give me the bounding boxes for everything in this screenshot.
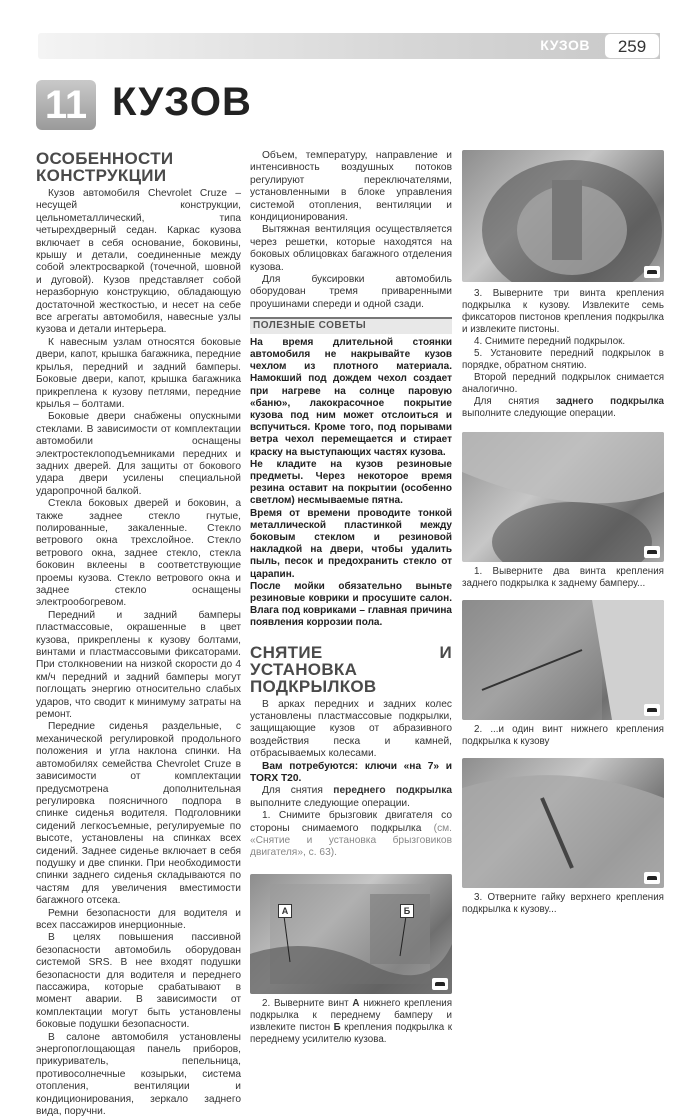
car-icon [644,704,660,716]
chapter-title: КУЗОВ [112,80,252,124]
paragraph: Кузов автомобиля Chevrolet Cruze – несущей конструкции, цельнометаллический, типа четырехдверный седан. Каркас кузова включает в себя основание, боковины, крышу и детали, соединенные между собой электросваркой (точечной, шовной и дуговой). Кузов представляет собой неразборную конструкцию, обладающую достаточной жесткостью, и несет на себе все агрегаты автомобиля, навесные узлы кузова и детали интерьера. [36,188,241,336]
photo-rear-liner-1 [462,432,664,562]
section-name: КУЗОВ [540,37,590,53]
tools-required: Вам потребуются: ключи «на 7» и TORX T20. [250,760,452,784]
tip: Не кладите на кузов резиновые предметы. Через некоторое время резина оставит на покрытии (особенно светлом) несмываемые пятна. [250,458,452,507]
paragraph: К навесным узлам относятся боковые двери, капот, крышка багажника, передние крылья, передний и задний бамперы. Боковые двери, капот, крышка багажника прикреплена к кузову петлями, передние крылья – болтами. [36,336,241,410]
column-3 [462,150,664,916]
tip: После мойки обязательно выньте резиновые коврики и просушите салон. Влага под ковриками – главная причина появления коррозии пола. [250,580,452,629]
car-icon [644,872,660,884]
caption-rear-1: 1. Выверните два винта крепления заднего подкрылка к заднему бамперу... [462,566,664,589]
paragraph: Передний и задний бамперы пластмассовые, окрашенные в цвет кузова, прикреплены к кузову болтами, винтами и пластмассовыми фиксаторами. При столкновении на низкой скорости до 4 км/ч передний и задний бамперы могут поглощать энергию относительно слабых ударов, что сводит к минимуму затраты на ремонт. [36,609,241,721]
paragraph: Для снятия переднего подкрылка выполните следующие операции. [250,785,452,809]
caption-2: 2. Выверните винт А нижнего крепления подкрылка к переднему бамперу и извлеките пистон Б крепления подкрылка к переднему усилителю кузова. [250,997,453,1045]
paragraph: Для буксировки автомобиль оборудован тремя приваренными проушинами спереди и одной сзади. [250,274,452,310]
photo-rear-liner-3 [462,758,664,888]
tip: На время длительной стоянки автомобиля не накрывайте кузов чехлом из плотного материала. Намокший под дождем чехол создает при нагреве на солнце паровую «баню», лакокрасочное покрытие кузова под ним может отслоиться и вспучиться. Кроме того, под порывами ветра чехол перемещается и стирает краску на выступающих частях кузова. [250,336,452,458]
caption-rear-2: 2. ...и один винт нижнего крепления подкрылка к кузову [462,724,664,747]
chapter-number: 11 [36,80,96,130]
car-icon [432,978,448,990]
paragraph: В целях повышения пассивной безопасности автомобиль оборудован системой SRS. В нее входят подушки безопасности для водителя и переднего пассажира, которые срабатывают в момент аварии. В зависимости от комплектации могут быть установлены боковые подушки безопасности. [36,932,241,1031]
paragraph: 5. Установите передний подкрылок в порядке, обратном снятию. [462,348,664,371]
paragraph: Объем, температуру, направление и интенсивность воздушных потоков регулируют переключателями, установленными в блоке управления системой отопления, вентиляции и кондиционирования. [250,150,452,224]
paragraph: Ремни безопасности для водителя и всех пассажиров инерционные. [36,907,241,931]
paragraph: В салоне автомобиля установлены энергопоглощающая панель приборов, прикуриватель, пепельница, противосолнечные козырьки, система отопления, вентиляции и кондиционирования, зеркало заднего вида, поручни. [36,1031,241,1118]
step-1: 1. Снимите брызговик двигателя со стороны снимаемого подкрылка (см. «Снятие и установка брызговиков двигателя», с. 63). [250,810,452,859]
label-b: Б [400,904,414,918]
running-header [38,33,660,59]
paragraph: Вытяжная вентиляция осуществляется через решетки, которые находятся на боковых облицовках багажного отделения кузова. [250,224,452,273]
tips-heading: ПОЛЕЗНЫЕ СОВЕТЫ [250,319,452,333]
page-number: 259 [604,33,660,59]
column-2 [250,150,452,1046]
section-heading: ОСОБЕННОСТИ КОНСТРУКЦИИ [36,149,174,185]
car-icon [644,546,660,558]
paragraph: Второй передний подкрылок снимается аналогично. [462,372,664,395]
photo-front-liner [250,874,452,994]
section-heading: СНЯТИЕ И УСТАНОВКА ПОДКРЫЛКОВ [250,642,452,696]
photo-rear-liner-2 [462,600,664,720]
car-icon [644,266,660,278]
paragraph: 4. Снимите передний подкрылок. [474,336,626,347]
caption-rear-3: 3. Отверните гайку верхнего крепления подкрылка к кузову... [462,892,664,915]
tips-box [250,317,452,629]
photo-wheel-arch [462,150,664,282]
paragraph: Передние сиденья раздельные, с механической регулировкой продольного положения и угла наклона спинки. На автомобилях семейства Chevrolet Cruze в зависимости от комплектации предусмотрена дополнительная регулировка поясничного подпора в спинке сиденья водителя. Подголовники сидений легкосъемные, регулируемые по высоте, установлены на спинках всех сидений. Заднее сиденье включает в себя подушку и две спинки. При необходимости спинки заднего сиденья складываются по частям для увеличения вместимости багажного отсека. [36,721,241,907]
paragraph: 3. Выверните три винта крепления подкрылка к кузову. Извлеките семь фиксаторов пистонов крепления подкрылка и извлеките пистоны. [462,288,664,335]
paragraph: Стекла боковых дверей и боковин, а также заднее стекло гнутые, полированные, закаленные. Стекло ветрового окна трехслойное. Стекло ветрового окна, заднее стекло, стекла боковин вклеены в соответствующие проемы кузова. Стекло ветрового окна и заднее стекло оснащены электрообогревом. [36,498,241,609]
tip: Время от времени проводите тонкой металлической пластинкой между боковым стеклом и резиновой накладкой на двери, чтобы удалить пыль, песок и предохранить стекло от царапин. [250,507,452,580]
paragraph: Для снятия заднего подкрылка выполните следующие операции. [462,396,664,419]
paragraph: В арках передних и задних колес установлены пластмассовые подкрылки, защищающие кузов от абразивного воздействия песка и камней, отбрасываемых колесами. [250,698,452,760]
paragraph: Боковые двери снабжены опускными стеклами. В зависимости от комплектации автомобили оснащены электростеклоподъемниками передних и задних дверей. Для защиты от бокового удара двери усилены специальной ударопрочной балкой. [36,411,241,497]
label-a: А [278,904,292,918]
